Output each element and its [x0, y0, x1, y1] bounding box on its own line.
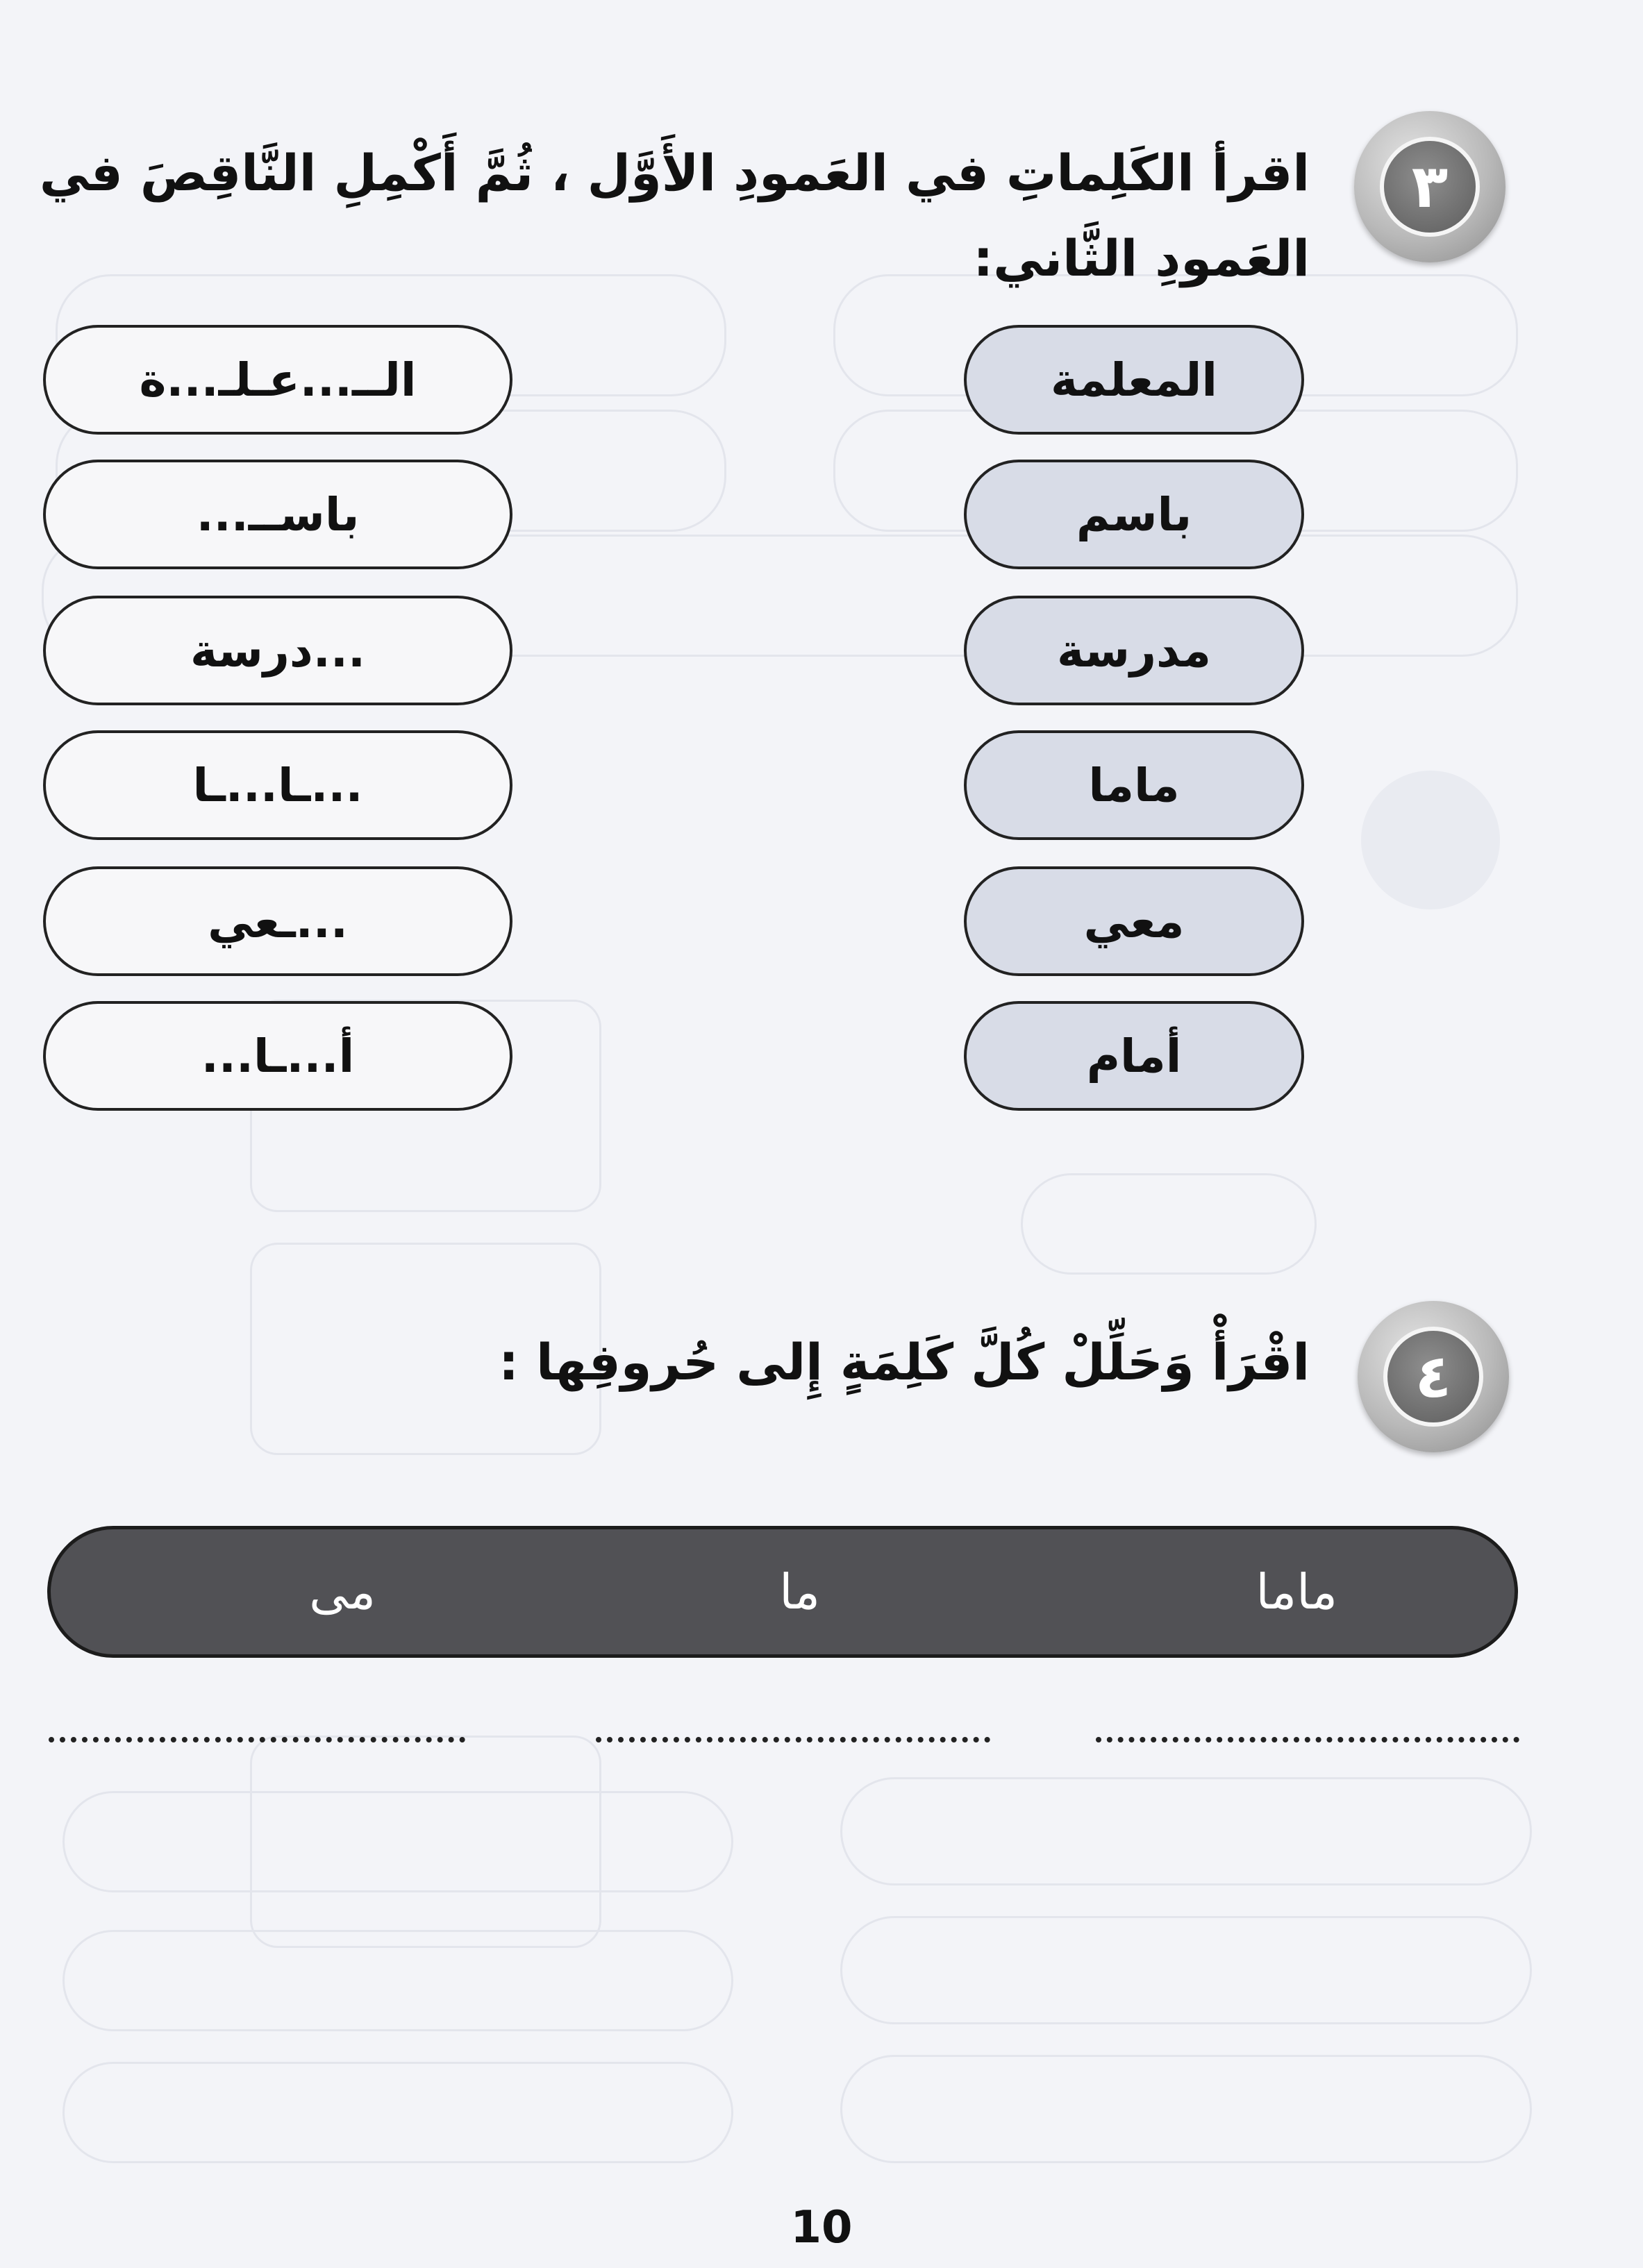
second-column-word-3: ...درسة	[43, 596, 512, 705]
ghost-circle	[1361, 771, 1500, 909]
ghost-shape	[62, 2062, 733, 2163]
first-column-word-1: المعلمة	[964, 325, 1304, 435]
ghost-shape	[62, 1930, 733, 2031]
second-column-word-2: باســ...	[43, 460, 512, 569]
second-column-word-5: ...ـعي	[43, 866, 512, 976]
ghost-shape	[62, 1791, 733, 1892]
exercise-3-number: ٣	[1380, 137, 1480, 237]
answer-line-1[interactable]	[1096, 1737, 1519, 1742]
word-bar-word-2: ما	[779, 1563, 820, 1620]
first-column-word-2: باسم	[964, 460, 1304, 569]
ghost-shape	[840, 2055, 1532, 2163]
second-column-word-1: الــ...عـلـ...ة	[43, 325, 512, 435]
exercise-4-number: ٤	[1383, 1327, 1483, 1427]
ghost-shape	[1021, 1173, 1317, 1275]
first-column-word-4: ماما	[964, 730, 1304, 840]
page-number: 10	[790, 2202, 853, 2253]
second-column-word-6: أ...ـا...	[43, 1001, 512, 1111]
answer-line-3[interactable]	[49, 1737, 465, 1742]
word-bar-word-1: ماما	[1256, 1563, 1337, 1620]
first-column-word-3: مدرسة	[964, 596, 1304, 705]
exercise-3-number-badge	[1354, 111, 1506, 262]
word-bar-word-3: مى	[309, 1563, 376, 1620]
first-column-word-5: معي	[964, 866, 1304, 976]
ghost-shape	[840, 1916, 1532, 2024]
exercise-3-instruction-line-2: العَمودِ الثَّاني:	[973, 229, 1310, 287]
ghost-shape	[840, 1777, 1532, 1885]
exercise-4-instruction: اقْرَأْ وَحَلِّلْ كُلَّ كَلِمَةٍ إِلى حُروفِها :	[499, 1333, 1310, 1391]
exercise-4-number-badge	[1358, 1301, 1509, 1452]
answer-line-2[interactable]	[596, 1737, 990, 1742]
exercise-3-instruction-line-1: اقرأ الكَلِماتِ في العَمودِ الأَوَّل ، ثُمَّ أَكْمِلِ النَّاقِصَ في	[39, 144, 1310, 202]
first-column-word-6: أمام	[964, 1001, 1304, 1111]
second-column-word-4: ...ـا...ـا	[43, 730, 512, 840]
exercise-4-word-bar	[47, 1526, 1518, 1658]
